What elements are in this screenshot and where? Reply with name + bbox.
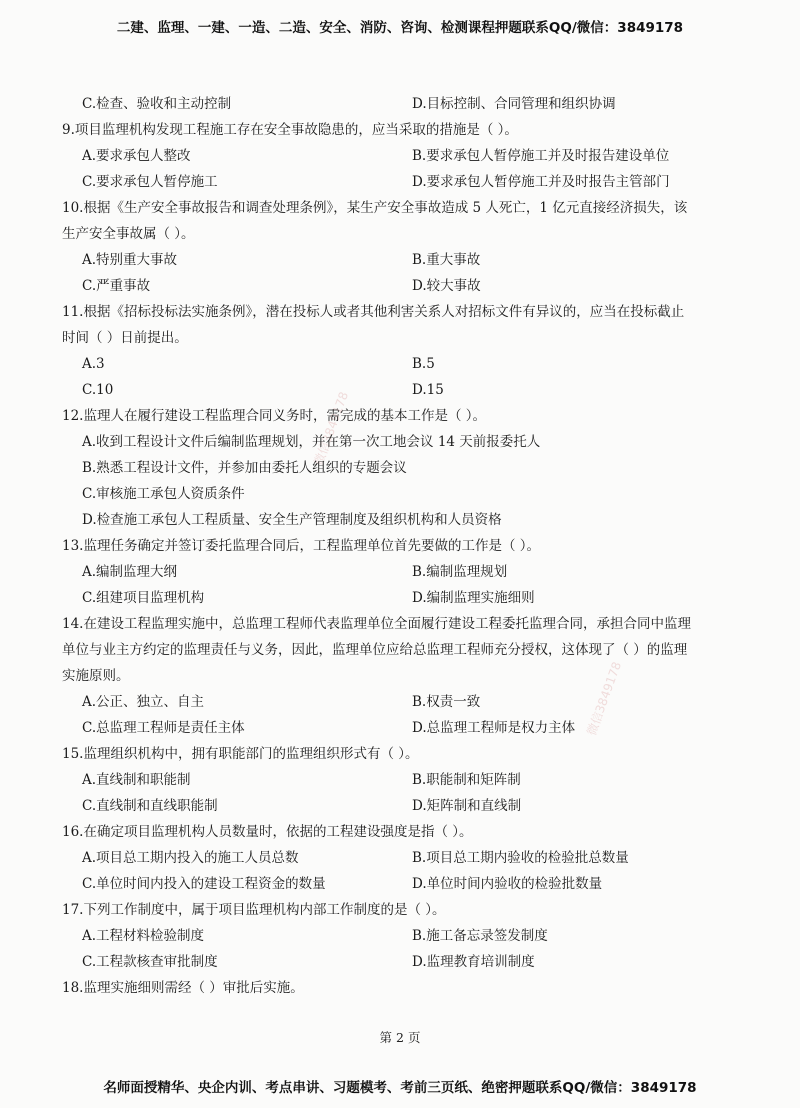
q17-option-d: D.监理教育培训制度 bbox=[412, 954, 535, 970]
q16-option-a: A.项目总工期内投入的施工人员总数 bbox=[82, 850, 299, 866]
q16-option-b: B.项目总工期内验收的检验批总数量 bbox=[412, 850, 629, 866]
q14-option-d: D.总监理工程师是权力主体 bbox=[412, 720, 576, 736]
q15-option-b: B.职能制和矩阵制 bbox=[412, 772, 521, 788]
page-number: 第 2 页 bbox=[379, 1030, 421, 1045]
q16-options-cd bbox=[62, 871, 742, 897]
q13-option-d: D.编制监理实施细则 bbox=[412, 590, 535, 606]
q16-options-ab bbox=[62, 845, 742, 871]
q14-option-a: A.公正、独立、自主 bbox=[82, 694, 205, 710]
q18-text: 18.监理实施细则需经（ ）审批后实施。 bbox=[62, 980, 304, 996]
q13-text: 13.监理任务确定并签订委托监理合同后，工程监理单位首先要做的工作是（ ）。 bbox=[62, 538, 541, 554]
q11-option-a: A.3 bbox=[82, 356, 105, 372]
q14-text-line3: 实施原则。 bbox=[62, 668, 130, 684]
q12-text: 12.监理人在履行建设工程监理合同义务时，需完成的基本工作是（ ）。 bbox=[62, 408, 487, 424]
watermark-2: 微信3849178 bbox=[584, 659, 625, 738]
q17-options-ab bbox=[62, 923, 742, 949]
q14-option-c: C.总监理工程师是责任主体 bbox=[82, 720, 245, 736]
q12-option-d: D.检查施工承包人工程质量、安全生产管理制度及组织机构和人员资格 bbox=[82, 512, 502, 528]
q10-text-line1: 10.根据《生产安全事故报告和调查处理条例》，某生产安全事故造成 5 人死亡，1 亿元直接经济损失，该 bbox=[62, 200, 688, 216]
q15-options-cd bbox=[62, 793, 742, 819]
q8-option-d: D.目标控制、合同管理和组织协调 bbox=[412, 96, 616, 112]
q11-options-ab bbox=[62, 351, 742, 377]
q11-option-c: C.10 bbox=[82, 382, 114, 398]
q14-text-line2: 单位与业主方约定的监理责任与义务，因此，监理单位应给总监理工程师充分授权，这体现了（ ）的监理 bbox=[62, 642, 688, 658]
q10-text-line2: 生产安全事故属（ ）。 bbox=[62, 226, 195, 242]
q10-option-c: C.严重事故 bbox=[82, 278, 151, 294]
q11-text-line2: 时间（ ）日前提出。 bbox=[62, 330, 188, 346]
q9-options-ab bbox=[62, 143, 742, 169]
q12-option-a: A.收到工程设计文件后编制监理规划，并在第一次工地会议 14 天前报委托人 bbox=[82, 434, 541, 450]
q9-option-d: D.要求承包人暂停施工并及时报告主管部门 bbox=[412, 174, 670, 190]
q17-option-b: B.施工备忘录签发制度 bbox=[412, 928, 548, 944]
q17-text: 17.下列工作制度中，属于项目监理机构内部工作制度的是（ ）。 bbox=[62, 902, 446, 918]
q11-options-cd bbox=[62, 377, 742, 403]
q15-option-d: D.矩阵制和直线制 bbox=[412, 798, 522, 814]
q17-options-cd bbox=[62, 949, 742, 975]
q11-text-line1: 11.根据《招标投标法实施条例》，潜在投标人或者其他利害关系人对招标文件有异议的，应当在投标截止 bbox=[62, 304, 685, 320]
q15-option-a: A.直线制和职能制 bbox=[82, 772, 191, 788]
q14-options-cd bbox=[62, 715, 742, 741]
q16-option-d: D.单位时间内验收的检验批数量 bbox=[412, 876, 603, 892]
q8-option-c: C.检查、验收和主动控制 bbox=[82, 96, 232, 112]
watermark-1: 微信3849178 bbox=[311, 389, 352, 468]
q8-options-cd bbox=[62, 91, 742, 117]
q15-option-c: C.直线制和直线职能制 bbox=[82, 798, 218, 814]
q17-option-c: C.工程款核查审批制度 bbox=[82, 954, 218, 970]
q10-option-b: B.重大事故 bbox=[412, 252, 481, 268]
q13-option-a: A.编制监理大纲 bbox=[82, 564, 178, 580]
q11-option-b: B.5 bbox=[412, 356, 435, 372]
q9-option-a: A.要求承包人整改 bbox=[82, 148, 191, 164]
question-list bbox=[62, 91, 742, 1001]
q17-option-a: A.工程材料检验制度 bbox=[82, 928, 205, 944]
q9-option-c: C.要求承包人暂停施工 bbox=[82, 174, 218, 190]
q12-option-b: B.熟悉工程设计文件，并参加由委托人组织的专题会议 bbox=[82, 460, 407, 476]
page-header: 二建、监理、一建、一造、二造、安全、消防、咨询、检测课程押题联系QQ/微信：3849178 bbox=[116, 20, 684, 36]
q9-text: 9.项目监理机构发现工程施工存在安全事故隐患的，应当采取的措施是（ ）。 bbox=[62, 122, 518, 138]
q9-options-cd bbox=[62, 169, 742, 195]
page-footer: 名师面授精华、央企内训、考点串讲、习题模考、考前三页纸、绝密押题联系QQ/微信：3849178 bbox=[103, 1080, 697, 1096]
q13-options-ab bbox=[62, 559, 742, 585]
q12-option-c: C.审核施工承包人资质条件 bbox=[82, 486, 245, 502]
q15-text: 15.监理组织机构中，拥有职能部门的监理组织形式有（ ）。 bbox=[62, 746, 419, 762]
q10-option-d: D.较大事故 bbox=[412, 278, 481, 294]
q13-option-b: B.编制监理规划 bbox=[412, 564, 508, 580]
q13-options-cd bbox=[62, 585, 742, 611]
q11-option-d: D.15 bbox=[412, 382, 444, 398]
q14-text-line1: 14.在建设工程监理实施中，总监理工程师代表监理单位全面履行建设工程委托监理合同，承担合同中监理 bbox=[62, 616, 691, 632]
q9-option-b: B.要求承包人暂停施工并及时报告建设单位 bbox=[412, 148, 670, 164]
q14-options-ab bbox=[62, 689, 742, 715]
q16-text: 16.在确定项目监理机构人员数量时，依据的工程建设强度是指（ ）。 bbox=[62, 824, 473, 840]
q10-options-cd bbox=[62, 273, 742, 299]
q13-option-c: C.组建项目监理机构 bbox=[82, 590, 205, 606]
q14-option-b: B.权责一致 bbox=[412, 694, 481, 710]
q10-options-ab bbox=[62, 247, 742, 273]
q15-options-ab bbox=[62, 767, 742, 793]
q16-option-c: C.单位时间内投入的建设工程资金的数量 bbox=[82, 876, 326, 892]
q10-option-a: A.特别重大事故 bbox=[82, 252, 178, 268]
